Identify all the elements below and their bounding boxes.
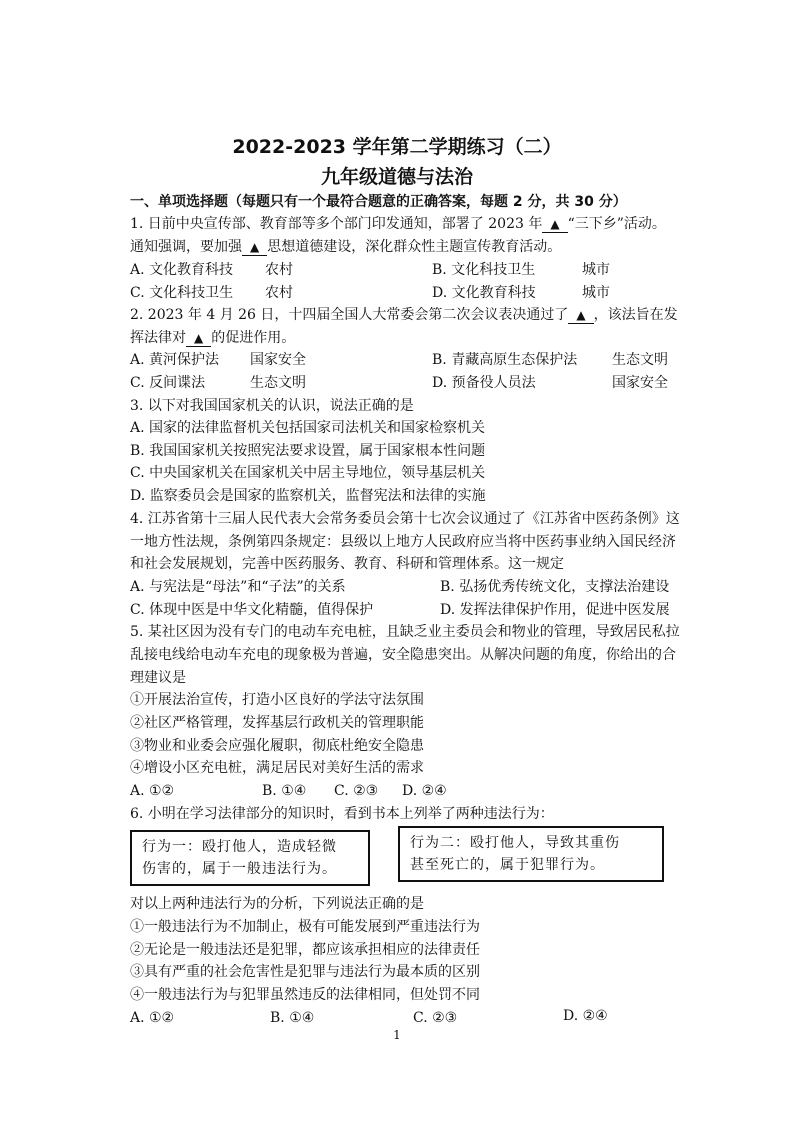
q5-option-c: C. ②③ (334, 783, 379, 799)
q6-behavior-box-1: 行为一：殴打他人，造成轻微 伤害的，属于一般违法行为。 (130, 830, 370, 886)
q2-option-d-part2: 国家安全 (612, 375, 668, 391)
q4-option-b: B. 弘扬优秀传统文化，支撑法治建设 (440, 579, 670, 595)
q6-item-3: ③具有严重的社会危害性是犯罪与违法行为最本质的区别 (130, 964, 480, 980)
q1-stem-line1: 1. 日前中央宣传部、教育部等多个部门印发通知，部署了 2023 年 ▲ “三下乡”活动。 (130, 216, 666, 232)
q1-option-b: B. 文化科技卫生 (432, 262, 536, 278)
q6-item-1: ①一般违法行为不加制止，极有可能发展到严重违法行为 (130, 919, 480, 935)
q3-option-c: C. 中央国家机关在国家机关中居主导地位，领导基层机关 (130, 465, 486, 481)
q6-option-c: C. ②③ (413, 1010, 458, 1026)
section-heading: 一、单项选择题（每题只有一个最符合题意的正确答案，每题 2 分，共 30 分） (130, 194, 627, 210)
q5-item-4: ④增设小区充电桩，满足居民对美好生活的需求 (130, 760, 424, 776)
q4-stem-line2: 一地方性法规，条例第四条规定：县级以上地方人民政府应当将中医药事业纳入国民经济 (130, 534, 676, 550)
q1-option-a-part2: 农村 (265, 262, 293, 278)
q2-option-d: D. 预备役人员法 (432, 375, 536, 391)
q3-option-b: B. 我国国家机关按照宪法要求设置，属于国家根本性问题 (130, 443, 486, 459)
q2-option-c-part2: 生态文明 (250, 375, 306, 391)
q1-option-d: D. 文化教育科技 (432, 285, 536, 301)
q2-option-b-part2: 生态文明 (612, 352, 668, 368)
q5-item-3: ③物业和业委会应强化履职，彻底杜绝安全隐患 (130, 738, 424, 754)
q4-option-a: A. 与宪法是“母法”和“子法”的关系 (130, 579, 346, 595)
q5-stem-line1: 5. 某社区因为没有专门的电动车充电桩，且缺乏业主委员会和物业的管理，导致居民私拉 (130, 624, 680, 640)
q1-option-c: C. 文化科技卫生 (130, 285, 234, 301)
q2-option-c: C. 反间谍法 (130, 375, 206, 391)
q6-behavior-box-2: 行为二：殴打他人，导致其重伤 甚至死亡的，属于犯罪行为。 (398, 826, 664, 882)
q4-stem-line1: 4. 江苏省第十三届人民代表大会常务委员会第十七次会议通过了《江苏省中医药条例》这 (130, 511, 680, 527)
q5-stem-line2: 乱接电线给电动车充电的现象极为普遍，安全隐患突出。从解决问题的角度，你给出的合 (130, 647, 676, 663)
q2-stem-line2: 挥法律对 ▲ 的促进作用。 (130, 330, 296, 346)
q1-stem-line2: 通知强调，要加强 ▲ 思想道德建设，深化群众性主题宣传教育活动。 (130, 239, 562, 255)
q5-stem-line3: 理建议是 (130, 670, 186, 686)
q6-option-b: B. ①④ (270, 1010, 315, 1026)
q3-option-a: A. 国家的法律监督机关包括国家司法机关和国家检察机关 (130, 420, 486, 436)
q6-item-2: ②无论是一般违法还是犯罪，都应该承担相应的法律责任 (130, 942, 480, 958)
q4-option-c: C. 体现中医是中华文化精髓，值得保护 (130, 602, 374, 618)
q5-item-1: ①开展法治宣传，打造小区良好的学法守法氛围 (130, 692, 424, 708)
q3-option-d: D. 监察委员会是国家的监察机关，监督宪法和法律的实施 (130, 488, 486, 504)
exam-subject: 九年级道德与法治 (320, 166, 473, 188)
answer-blank: ▲ (568, 307, 593, 324)
q2-stem-line1: 2. 2023 年 4 月 26 日，十四届全国人大常委会第二次会议表决通过了 ▲ ，该法旨在发 (130, 307, 678, 323)
q5-option-d: D. ②④ (402, 783, 447, 799)
q2-option-a-part2: 国家安全 (250, 352, 306, 368)
answer-blank: ▲ (186, 330, 211, 347)
q5-option-b: B. ①④ (262, 783, 307, 799)
q6-option-a: A. ①② (130, 1010, 175, 1026)
q1-option-d-part2: 城市 (582, 285, 610, 301)
q6-stem: 6. 小明在学习法律部分的知识时，看到书本上列举了两种违法行为： (130, 806, 554, 822)
q5-option-a: A. ①② (130, 783, 175, 799)
q6-option-d: D. ②④ (563, 1008, 608, 1024)
q1-option-a: A. 文化教育科技 (130, 262, 234, 278)
q6-item-4: ④一般违法行为与犯罪虽然违反的法律相同，但处罚不同 (130, 987, 480, 1003)
q2-option-b: B. 青藏高原生态保护法 (432, 352, 578, 368)
q4-option-d: D. 发挥法律保护作用，促进中医发展 (440, 602, 670, 618)
q1-option-b-part2: 城市 (582, 262, 610, 278)
q1-option-c-part2: 农村 (265, 285, 293, 301)
q2-option-a: A. 黄河保护法 (130, 352, 220, 368)
q5-item-2: ②社区严格管理，发挥基层行政机关的管理职能 (130, 715, 424, 731)
q3-stem: 3. 以下对我国国家机关的认识，说法正确的是 (130, 398, 414, 414)
q6-stem-line2: 对以上两种违法行为的分析，下列说法正确的是 (130, 896, 424, 912)
exam-title: 2022-2023 学年第二学期练习（二） (232, 136, 562, 158)
answer-blank: ▲ (542, 216, 567, 233)
page-number: 1 (393, 1028, 401, 1042)
q4-stem-line3: 和社会发展规划，完善中医药服务、教育、科研和管理体系。这一规定 (130, 556, 564, 572)
answer-blank: ▲ (242, 239, 267, 256)
